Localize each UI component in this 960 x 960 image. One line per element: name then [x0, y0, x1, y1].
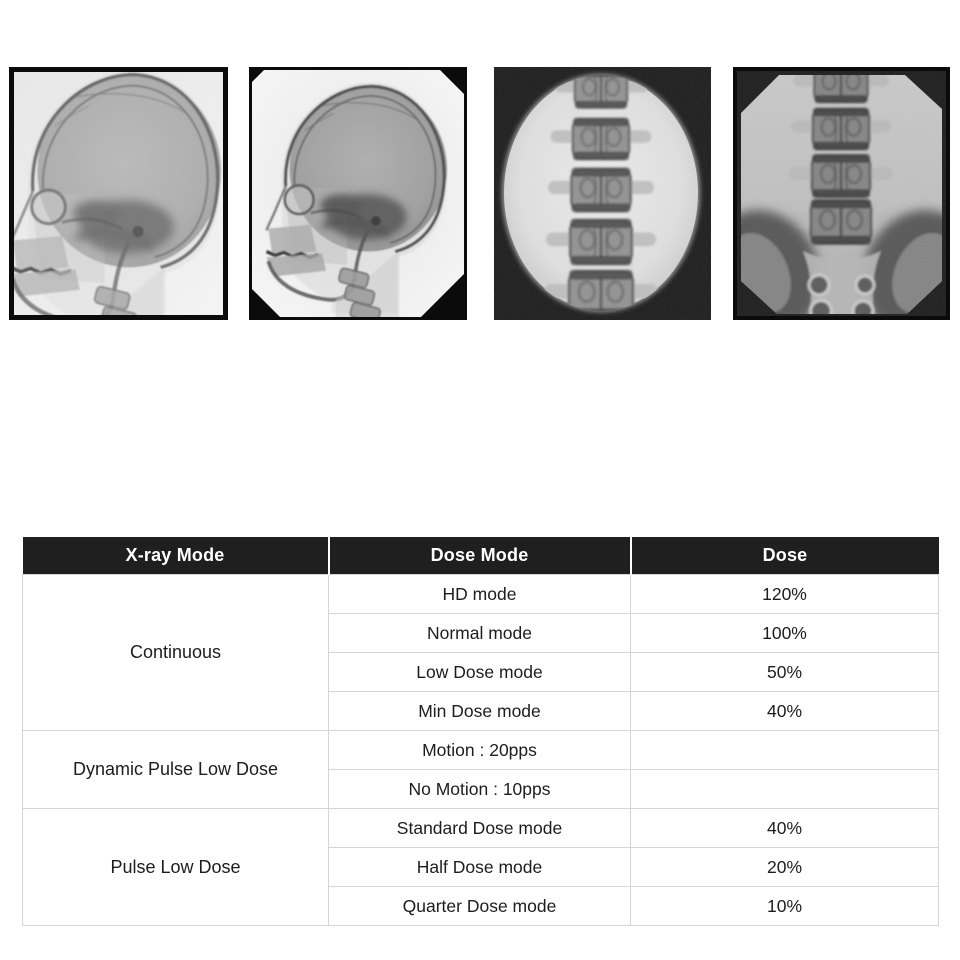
dose-mode-cell: Min Dose mode [329, 692, 631, 731]
dose-mode-cell: Standard Dose mode [329, 809, 631, 848]
xray-mode-cell-dynamic-pulse-low-dose: Dynamic Pulse Low Dose [23, 731, 329, 809]
dose-mode-cell: No Motion : 10pps [329, 770, 631, 809]
lumbar-spine-xray-circular-field-image [494, 67, 711, 320]
dose-mode-cell: Normal mode [329, 614, 631, 653]
table-header-row [23, 537, 939, 575]
skull-lateral-xray-closeup-image [9, 67, 228, 320]
dose-mode-cell: HD mode [329, 575, 631, 614]
xray-mode-cell-continuous: Continuous [23, 575, 329, 731]
table-row [23, 809, 939, 848]
dose-mode-cell: Half Dose mode [329, 848, 631, 887]
dose-table-section [22, 537, 938, 926]
dose-cell: 120% [631, 575, 939, 614]
dose-cell: 50% [631, 653, 939, 692]
dose-table [22, 537, 939, 926]
col-header-dose-mode: Dose Mode [329, 537, 631, 575]
xray-mode-cell-pulse-low-dose: Pulse Low Dose [23, 809, 329, 926]
dose-cell: 40% [631, 809, 939, 848]
table-row [23, 575, 939, 614]
skull-lateral-xray-full-image [249, 67, 467, 320]
dose-cell [631, 770, 939, 809]
dose-cell: 10% [631, 887, 939, 926]
dose-cell: 100% [631, 614, 939, 653]
lumbar-spine-pelvis-xray-image [733, 67, 950, 320]
dose-mode-cell: Low Dose mode [329, 653, 631, 692]
dose-mode-cell: Motion : 20pps [329, 731, 631, 770]
dose-cell [631, 731, 939, 770]
table-row [23, 731, 939, 770]
dose-cell: 40% [631, 692, 939, 731]
col-header-dose: Dose [631, 537, 939, 575]
col-header-xray-mode: X-ray Mode [23, 537, 329, 575]
dose-mode-cell: Quarter Dose mode [329, 887, 631, 926]
dose-cell: 20% [631, 848, 939, 887]
